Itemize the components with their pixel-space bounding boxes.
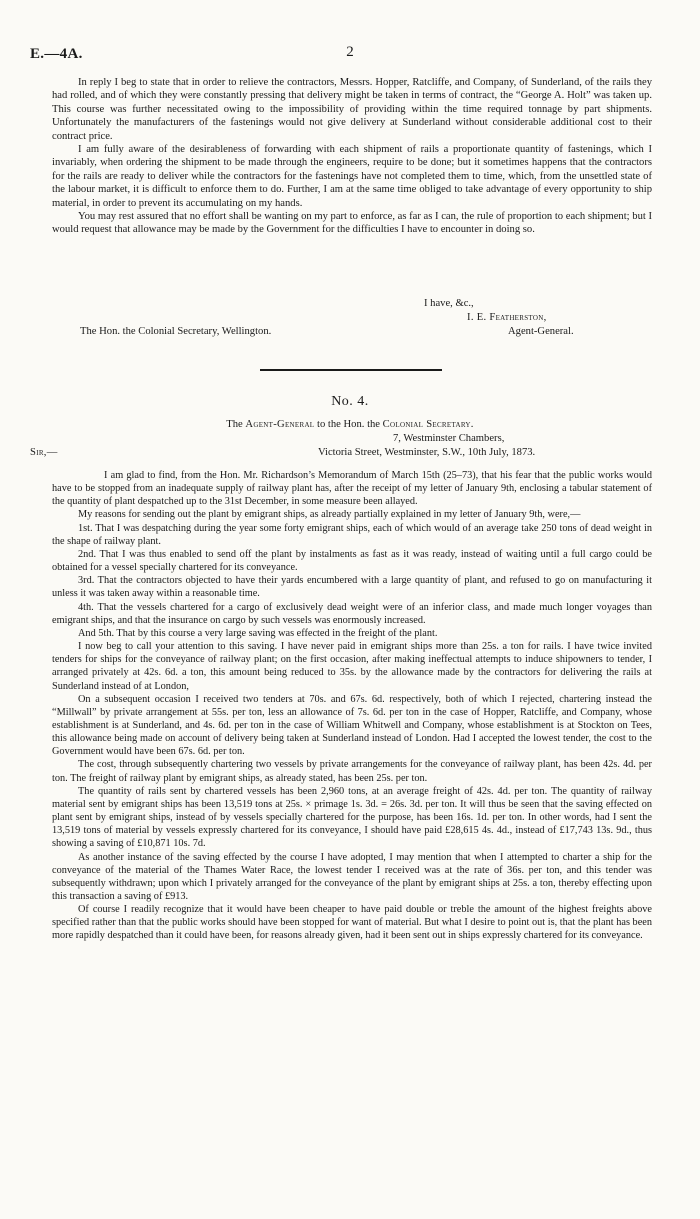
paragraph: 4th. That the vessels chartered for a cargo of exclusively dead weight were of an inferior class, and made much longer voyages than emigrant ships, and that the insurance on cargo by such vessels was enormously increased.: [52, 601, 652, 626]
address-line-1: 7, Westminster Chambers,: [393, 433, 505, 444]
paragraph: 2nd. That I was thus enabled to send off the plant by instalments as fast as it was ready, instead of waiting until a full cargo could be obtained for a vessel specially chartered for its conveyance.: [52, 548, 652, 574]
letter-number: No. 4.: [331, 394, 369, 409]
paragraph: My reasons for sending out the plant by emigrant ships, as already partially explained in my letter of January 9th, were,—: [78, 509, 581, 521]
paragraph: I am glad to find, from the Hon. Mr. Richardson’s Memorandum of March 15th (25–73), that his fear that the public works would have to be stopped from an inadequate supply of railway plant has, after the receipt of my letter of January 9th, enclosing a tabular statement of the quantity of plant despatched up to the 31st December, in some measure been allayed.: [52, 470, 652, 508]
closing: I have, &c.,: [424, 298, 474, 309]
signatory-title: Agent-General.: [508, 326, 574, 337]
paragraph: 3rd. That the contractors objected to have their yards encumbered with a large quantity of plant, and refused to go on manufacturing it unless it was taken away within a reasonable time.: [52, 575, 652, 600]
paragraph: The quantity of rails sent by chartered vessels has been 2,960 tons, at an average freight of 42s. 4d. per ton. The quantity of railway material sent by emigrant ships has been 13,519 tons at 25s. × primage 1s. 3d. = 26s. 3d. per ton. It will thus be seen that the saving effected on plant sent by emigrant ships, instead of by vessels specially chartered for the purpose, has been 16s. 1d. per ton. In other words, had I sent the 13,519 tons of material by vessels expressly chartered for its conveyance, I should have paid £28,615 4s. 4d., instead of £17,743 13s. 9d., thus showing a saving of £10,871 10s. 7d.: [52, 785, 652, 850]
paragraph: On a subsequent occasion I received two tenders at 70s. and 67s. 6d. respectively, both of which I rejected, chartering instead the “Millwall” by private arrangement at 55s. per ton, less an allowance of 7s. 6d. per ton in the case of Hopper, Ratcliffe, and Company, whose establishment is at Sunderland, and 4s. 6d. per ton in the case of William Whitwell and Company, whose establishment is at Stockton on Tees, this allowance being made on account of delivery being taken at Sunderland instead of London. Had I accepted the lowest tender, the cost to the Government would have been 67s. 6d. per ton.: [52, 693, 652, 758]
heading-from: Agent-General: [245, 419, 315, 430]
addressee: The Hon. the Colonial Secretary, Wellington.: [80, 326, 272, 337]
paragraph: Of course I readily recognize that it would have been cheaper to have paid double or treble the amount of the highest freights above specified rather than that the public works should have been stopped for want of material. But what I desire to point out is, that the plant has been more rapidly despatched than it could have been, for reasons already given, had it been sent out in ships expressly chartered for its conveyance.: [52, 904, 652, 942]
page-number: 2: [346, 44, 354, 60]
letter-2-body: [52, 469, 652, 943]
letter-heading: [0, 418, 700, 431]
section-divider: [260, 369, 442, 371]
paragraph: 1st. That I was despatching during the year some forty emigrant ships, each of which would of an average take 250 tons of dead weight in the shape of railway plant.: [52, 522, 652, 547]
letter-1-body: [52, 76, 652, 237]
heading-pre: The: [226, 419, 243, 430]
paragraph: The cost, through subsequently chartering two vessels by private arrangements for the conveyance of railway plant, has been 42s. 4d. per ton. The freight of railway plant by emigrant ships, as already stated, has been 25s. per ton.: [52, 759, 652, 784]
signatory: I. E. Featherston,: [467, 312, 547, 323]
paragraph: I now beg to call your attention to this saving. I have never paid in emigrant ships more than 25s. a ton for rails. I have twice invited tenders for ships for the conveyance of railway plant; on the first occasion, after making ineffectual attempts to induce shipowners to tender, I arranged privately at 42s. 6d. a ton, this amount being reduced to 35s. by the allowance made by the contractors for delivering the rails at Sunderland instead of at London,: [52, 641, 652, 692]
address-line-2: Victoria Street, Westminster, S.W., 10th July, 1873.: [318, 447, 536, 458]
document-reference: E.—4A.: [30, 46, 83, 62]
paragraph: I am fully aware of the desirableness of forwarding with each shipment of rails a proportionate quantity of fastenings, which I invariably, when ordering the shipment to be made through the engineers, require to be done; but it sometimes happens that the contractors for the rails are ready to deliver while the contractors for the fastenings have not completed them to time, which, from the unsettled state of the labour market, it is difficult to enforce them to do. Further, I am at the same time obliged to take advantage of every opportunity to ship material, in order to prevent its accumulating on my hands.: [52, 144, 652, 209]
paragraph: And 5th. That by this course a very large saving was effected in the freight of the plant.: [78, 627, 438, 639]
paragraph: You may rest assured that no effort shall be wanting on my part to enforce, as far as I can, the rule of proportion to each shipment; but I would request that allowance may be made by the Government for the difficulties I have to encounter in doing so.: [52, 211, 652, 236]
heading-to: Colonial Secretary.: [382, 419, 474, 430]
paragraph: In reply I beg to state that in order to relieve the contractors, Messrs. Hopper, Ratcliffe, and Company, of Sunderland, of the rails they had rolled, and of which they were constantly pressing that delivery might be taken in terms of contract, the “George A. Holt” was taken up. This course was further necessitated owing to the impossibility of providing within the time required tonnage by part shipments. Unfortunately the manufacturers of the fastenings would not give delivery at Sunderland without considerable additional cost to their contract price.: [52, 77, 652, 142]
heading-mid: to the Hon. the: [317, 419, 381, 430]
paragraph: As another instance of the saving effected by the course I have adopted, I may mention that when I attempted to charter a ship for the conveyance of the material of the Thames Water Race, the lowest tender I received was at the rate of 36s. per ton, and this tender was subsequently withdrawn; upon which I privately arranged for the conveyance of the plant by emigrant ships at 25s. a ton, thereby effecting upon this transaction a saving of £913.: [52, 851, 652, 902]
salutation: Sir,—: [30, 447, 58, 458]
